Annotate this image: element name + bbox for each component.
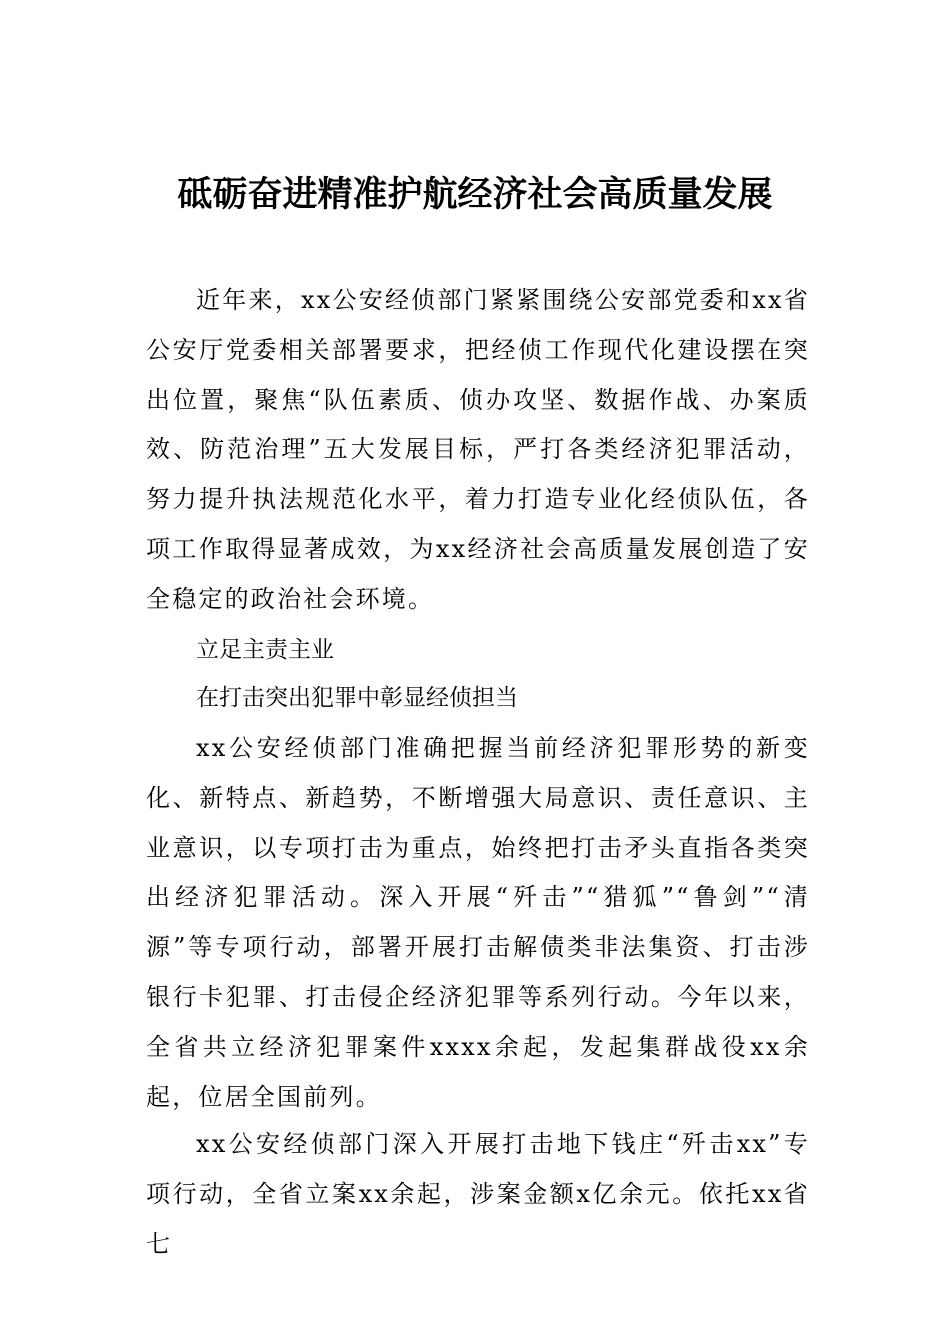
paragraph-underground-bank: xx公安经侦部门深入开展打击地下钱庄“歼击xx”专项行动，全省立案xx余起，涉案金额x亿余元。依托xx省七 [146,1130,810,1258]
paragraph-intro: 近年来，xx公安经侦部门紧紧围绕公安部党委和xx省公安厅党委相关部署要求，把经侦工作现代化建设摆在突出位置，聚焦“队伍素质、侦办攻坚、数据作战、办案质效、防范治理”五大发展目标，严打各类经济犯罪活动，努力提升执法规范化水平，着力打造专业化经侦队伍，各项工作取得显著成效，为xx经济社会高质量发展创造了安全稳定的政治社会环境。 [146,286,810,613]
section-heading-primary: 立足主责主业 [196,637,334,663]
document-title: 砥砺奋进精准护航经济社会高质量发展 [177,174,773,215]
section-heading-secondary: 在打击突出犯罪中彰显经侦担当 [196,685,518,711]
paragraph-crackdown: xx公安经侦部门准确把握当前经济犯罪形势的新变化、新特点、新趋势，不断增强大局意识、责任意识、主业意识，以专项打击为重点，始终把打击矛头直指各类突出经济犯罪活动。深入开展“歼击”“猎狐”“鲁剑”“清源”等专项行动，部署开展打击解债类非法集资、打击涉银行卡犯罪、打击侵企经济犯罪等系列行动。今年以来，全省共立经济犯罪案件xxxx余起，发起集群战役xx余起，位居全国前列。 [146,734,810,1111]
